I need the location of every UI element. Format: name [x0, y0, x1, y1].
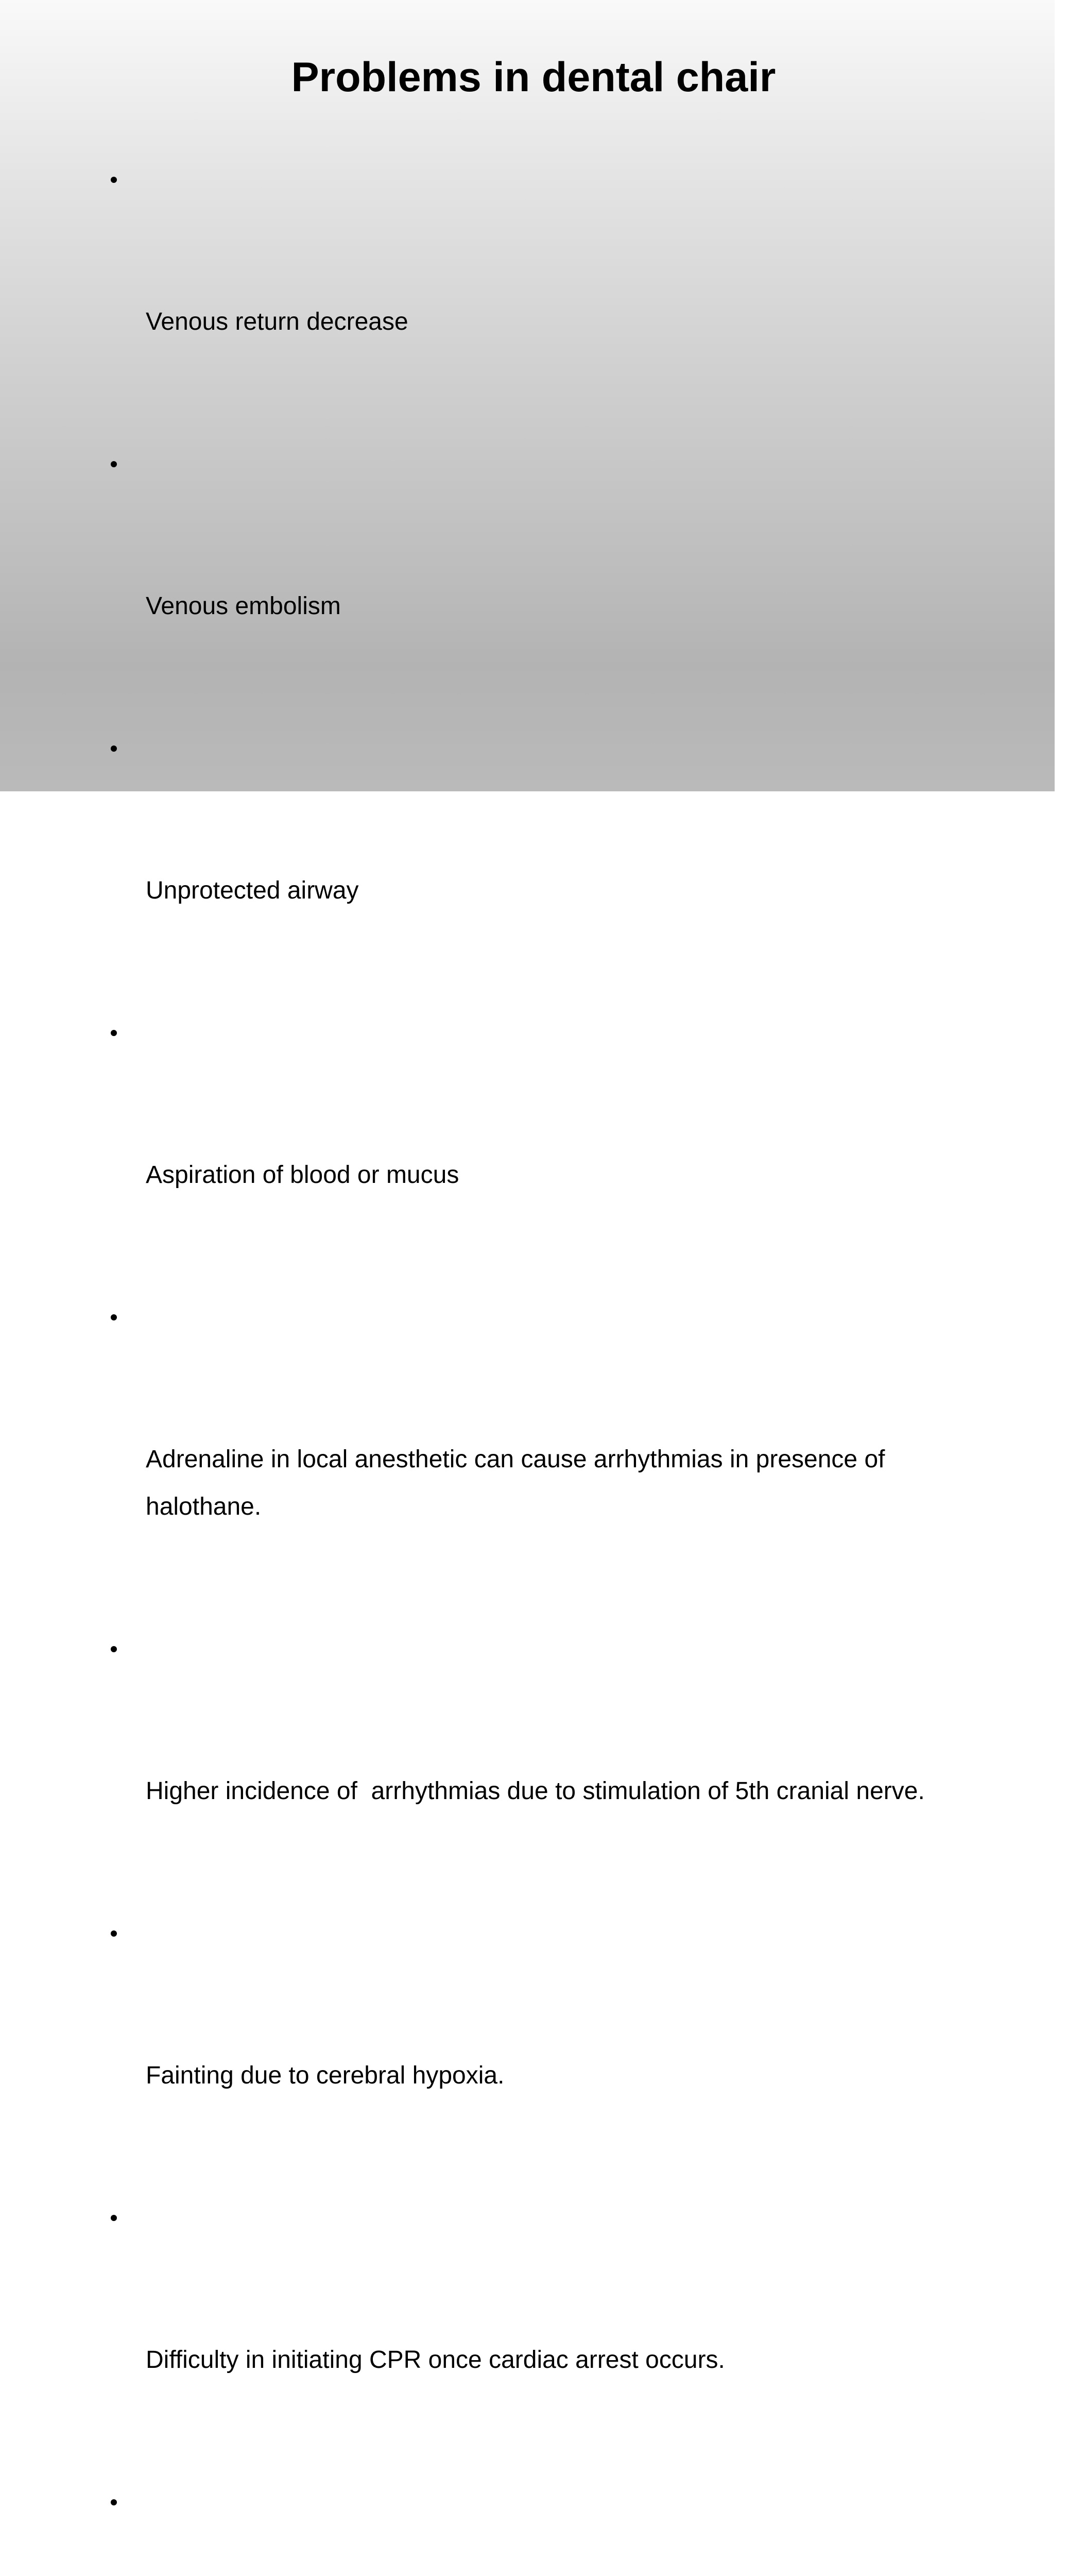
bullet-dot-icon [111, 2215, 117, 2221]
bullet-item [146, 1009, 949, 1294]
bullet-text: Aspiration of blood or mucus [146, 1161, 459, 1189]
bullet-dot-icon [111, 1030, 117, 1036]
bullet-text: Higher incidence of arrhythmias due to stimulation of 5th cranial nerve. [146, 1777, 925, 1805]
bullet-dot-icon [111, 1646, 117, 1652]
bullet-item [146, 440, 949, 725]
bullet-text: Difficulty in initiating CPR once cardiac arrest occurs. [146, 2346, 725, 2374]
bullet-dot-icon [111, 177, 117, 183]
bullet-item [146, 725, 949, 1009]
bullet-item [146, 1625, 949, 1910]
bullet-dot-icon [111, 1314, 117, 1320]
bullet-item [146, 2194, 949, 2479]
slide-title: Problems in dental chair [291, 54, 776, 100]
bullet-list [146, 156, 949, 2576]
bullet-item [146, 1294, 949, 1625]
bullet-dot-icon [111, 461, 117, 467]
bullet-dot-icon [111, 745, 117, 752]
bullet-text: Venous embolism [146, 592, 341, 620]
bullet-item [146, 1910, 949, 2194]
bullet-dot-icon [111, 2499, 117, 2505]
bullet-text: Fainting due to cerebral hypoxia. [146, 2062, 505, 2089]
bullet-dot-icon [111, 1930, 117, 1937]
bullet-text: Adrenaline in local anesthetic can cause arrhythmias in presence of halothane. [146, 1446, 892, 1520]
bullet-text: Venous return decrease [146, 308, 408, 335]
bullet-text: Unprotected airway [146, 877, 359, 904]
bullet-item [146, 2479, 949, 2576]
bullet-item [146, 156, 949, 440]
